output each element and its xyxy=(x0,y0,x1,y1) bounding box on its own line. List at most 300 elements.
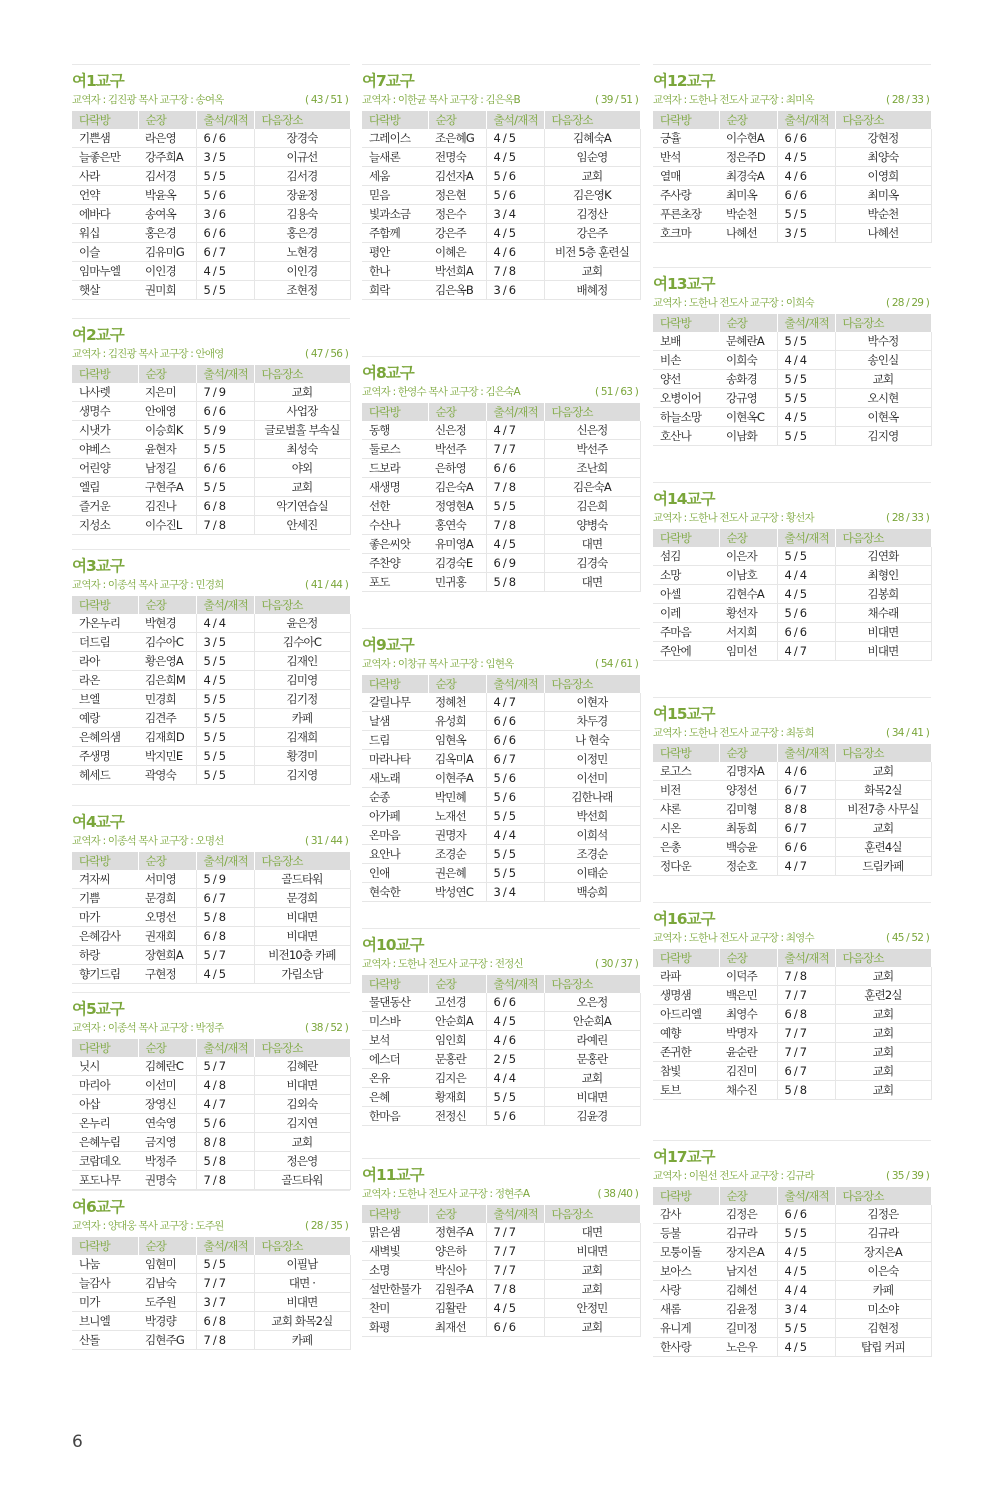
leader-cell: 정은현 xyxy=(428,186,486,205)
column-header: 출석/재적 xyxy=(196,1237,254,1255)
leader-cell: 민귀홍 xyxy=(428,573,486,592)
district-meta xyxy=(72,833,350,849)
column-header: 다락방 xyxy=(653,744,719,762)
table-header-row xyxy=(72,1039,350,1057)
group-name-cell: 생명샘 xyxy=(653,986,719,1005)
group-name-cell: 엘림 xyxy=(72,478,138,497)
leader-cell: 김은옥B xyxy=(428,281,486,300)
attendance-cell: 7 / 7 xyxy=(777,1024,835,1043)
next-place-cell: 카페 xyxy=(254,709,350,728)
leader-cell: 황은영A xyxy=(138,652,196,671)
leader-cell: 정영현A xyxy=(428,497,486,516)
table-row xyxy=(72,224,350,243)
leader-cell: 장현희A xyxy=(138,946,196,965)
district-table xyxy=(653,1187,932,1357)
attendance-cell: 3 / 4 xyxy=(486,205,544,224)
next-place-cell: 교회 xyxy=(835,1062,931,1081)
table-row xyxy=(362,845,640,864)
leader-cell: 이덕주 xyxy=(719,967,777,986)
district-meta xyxy=(362,92,640,108)
district-table xyxy=(362,975,641,1126)
next-place-cell: 교회 xyxy=(835,1024,931,1043)
table-row xyxy=(72,1274,350,1293)
attendance-cell: 4 / 5 xyxy=(777,1338,835,1357)
leader-cell: 최동희 xyxy=(719,819,777,838)
group-name-cell: 닛시 xyxy=(72,1057,138,1076)
table-header-row xyxy=(362,675,640,693)
attendance-cell: 6 / 6 xyxy=(486,993,544,1012)
group-name-cell: 예랑 xyxy=(72,709,138,728)
table-row xyxy=(72,383,350,402)
next-place-cell: 미소야 xyxy=(835,1300,931,1319)
district-title: 여13교구 xyxy=(653,275,715,293)
attendance-cell: 7 / 7 xyxy=(486,440,544,459)
attendance-cell: 4 / 4 xyxy=(486,826,544,845)
district-block xyxy=(653,902,931,1100)
next-place-cell: 안정민 xyxy=(544,1299,640,1318)
attendance-cell: 4 / 7 xyxy=(486,421,544,440)
district-table xyxy=(362,675,641,902)
district-block xyxy=(653,267,931,446)
attendance-cell: 7 / 8 xyxy=(486,516,544,535)
next-place-cell: 박선주 xyxy=(544,440,640,459)
leader-cell: 이혜은 xyxy=(428,243,486,262)
leader-cell: 박명자 xyxy=(719,1024,777,1043)
next-place-cell: 김수아C xyxy=(254,633,350,652)
next-place-cell: 사업장 xyxy=(254,402,350,421)
next-place-cell: 카페 xyxy=(254,1331,350,1350)
group-name-cell: 존귀한 xyxy=(653,1043,719,1062)
attendance-cell: 5 / 6 xyxy=(486,1107,544,1126)
next-place-cell: 교회 xyxy=(835,1081,931,1100)
district-leaders: 교역자 : 이원선 전도사 교구장 : 김규라 xyxy=(653,1170,814,1182)
attendance-cell: 6 / 6 xyxy=(196,129,254,148)
column-header: 순장 xyxy=(138,365,196,383)
table-row xyxy=(653,838,931,857)
leader-cell: 박신아 xyxy=(428,1261,486,1280)
district-title: 여4교구 xyxy=(72,813,124,831)
district-leaders: 교역자 : 이창규 목사 교구장 : 임현옥 xyxy=(362,658,514,670)
group-name-cell: 날샘 xyxy=(362,712,428,731)
attendance-cell: 5 / 5 xyxy=(777,427,835,446)
leader-cell: 박경량 xyxy=(138,1312,196,1331)
column-header: 출석/재적 xyxy=(777,529,835,547)
leader-cell: 유성희 xyxy=(428,712,486,731)
attendance-cell: 7 / 7 xyxy=(777,986,835,1005)
table-row xyxy=(72,633,350,652)
group-name-cell: 보아스 xyxy=(653,1262,719,1281)
table-row xyxy=(362,205,640,224)
group-name-cell: 이슬 xyxy=(72,243,138,262)
column-header: 다락방 xyxy=(362,675,428,693)
leader-cell: 김경숙E xyxy=(428,554,486,573)
leader-cell: 김윤정 xyxy=(719,1300,777,1319)
attendance-cell: 6 / 6 xyxy=(196,402,254,421)
group-name-cell: 예향 xyxy=(653,1024,719,1043)
district-table xyxy=(72,1237,351,1350)
leader-cell: 고선경 xyxy=(428,993,486,1012)
column-header: 순장 xyxy=(428,975,486,993)
leader-cell: 김미형 xyxy=(719,800,777,819)
next-place-cell: 김외숙 xyxy=(254,1095,350,1114)
next-place-cell: 임순영 xyxy=(544,148,640,167)
next-place-cell: 김미영 xyxy=(254,671,350,690)
next-place-cell: 교회 xyxy=(544,167,640,186)
next-place-cell: 박순천 xyxy=(835,205,931,224)
leader-cell: 길미정 xyxy=(719,1319,777,1338)
attendance-cell: 7 / 7 xyxy=(777,1043,835,1062)
district-attendance-count: ( 38 / 52 ) xyxy=(304,1022,348,1034)
leader-cell: 정혜천 xyxy=(428,693,486,712)
next-place-cell: 이희석 xyxy=(544,826,640,845)
next-place-cell: 이현자 xyxy=(544,693,640,712)
column-header: 다음장소 xyxy=(254,852,350,870)
attendance-cell: 4 / 4 xyxy=(777,566,835,585)
next-place-cell: 윤은정 xyxy=(254,614,350,633)
attendance-cell: 7 / 8 xyxy=(196,516,254,535)
next-place-cell: 비대면 xyxy=(835,623,931,642)
attendance-cell: 6 / 6 xyxy=(486,731,544,750)
leader-cell: 김유미G xyxy=(138,243,196,262)
district-block xyxy=(362,1158,640,1337)
leader-cell: 홍연숙 xyxy=(428,516,486,535)
next-place-cell: 황경미 xyxy=(254,747,350,766)
table-row xyxy=(362,554,640,573)
next-place-cell: 비대면 xyxy=(254,908,350,927)
district-title: 여7교구 xyxy=(362,72,414,90)
group-name-cell: 사라 xyxy=(72,167,138,186)
district-meta xyxy=(72,577,350,593)
leader-cell: 금지영 xyxy=(138,1133,196,1152)
district-leaders: 교역자 : 이종석 목사 교구장 : 오명선 xyxy=(72,835,224,847)
table-header-row xyxy=(653,744,931,762)
leader-cell: 서지희 xyxy=(719,623,777,642)
district-table xyxy=(362,403,641,592)
group-name-cell: 기쁜샘 xyxy=(72,129,138,148)
leader-cell: 나혜선 xyxy=(719,224,777,243)
next-place-cell: 대면 xyxy=(544,535,640,554)
leader-cell: 남지선 xyxy=(719,1262,777,1281)
district-attendance-count: ( 41 / 44 ) xyxy=(304,579,348,591)
next-place-cell: 이인경 xyxy=(254,262,350,281)
attendance-cell: 5 / 6 xyxy=(196,1114,254,1133)
group-name-cell: 온누리 xyxy=(72,1114,138,1133)
leader-cell: 양정선 xyxy=(719,781,777,800)
table-row xyxy=(72,281,350,300)
table-row xyxy=(362,535,640,554)
leader-cell: 박지민E xyxy=(138,747,196,766)
leader-cell: 김혜선 xyxy=(719,1281,777,1300)
leader-cell: 박현경 xyxy=(138,614,196,633)
group-name-cell: 수산나 xyxy=(362,516,428,535)
leader-cell: 김수아C xyxy=(138,633,196,652)
leader-cell: 장영신 xyxy=(138,1095,196,1114)
table-row xyxy=(72,1076,350,1095)
table-row xyxy=(653,1338,931,1357)
leader-cell: 김활란 xyxy=(428,1299,486,1318)
table-row xyxy=(72,421,350,440)
district-attendance-count: ( 43 / 51 ) xyxy=(304,94,348,106)
district-attendance-count: ( 54 / 61 ) xyxy=(594,658,638,670)
table-row xyxy=(72,1057,350,1076)
table-row xyxy=(653,332,931,351)
next-place-cell: 최미옥 xyxy=(835,186,931,205)
column-header: 순장 xyxy=(138,1237,196,1255)
attendance-cell: 4 / 5 xyxy=(777,148,835,167)
attendance-cell: 6 / 6 xyxy=(486,1318,544,1337)
table-row xyxy=(362,459,640,478)
group-name-cell: 토브 xyxy=(653,1081,719,1100)
group-name-cell: 온마음 xyxy=(362,826,428,845)
leader-cell: 김견주 xyxy=(138,709,196,728)
next-place-cell: 훈련4실 xyxy=(835,838,931,857)
group-name-cell: 시냇가 xyxy=(72,421,138,440)
district-title: 여17교구 xyxy=(653,1148,715,1166)
next-place-cell: 노현경 xyxy=(254,243,350,262)
table-row xyxy=(653,585,931,604)
next-place-cell: 김재인 xyxy=(254,652,350,671)
next-place-cell: 이규선 xyxy=(254,148,350,167)
table-row xyxy=(362,1069,640,1088)
attendance-cell: 3 / 5 xyxy=(196,633,254,652)
next-place-cell: 화목2실 xyxy=(835,781,931,800)
attendance-cell: 4 / 5 xyxy=(486,535,544,554)
attendance-cell: 6 / 6 xyxy=(777,186,835,205)
next-place-cell: 채수래 xyxy=(835,604,931,623)
attendance-cell: 5 / 5 xyxy=(777,389,835,408)
district-attendance-count: ( 47 / 56 ) xyxy=(304,348,348,360)
attendance-cell: 4 / 8 xyxy=(196,1076,254,1095)
district-title: 여8교구 xyxy=(362,364,414,382)
group-name-cell: 세움 xyxy=(362,167,428,186)
next-place-cell: 김정은 xyxy=(835,1205,931,1224)
leader-cell: 유미영A xyxy=(428,535,486,554)
table-header-row xyxy=(653,1187,931,1205)
table-row xyxy=(72,889,350,908)
column-header: 순장 xyxy=(428,675,486,693)
next-place-cell: 김봉희 xyxy=(835,585,931,604)
district-title: 여14교구 xyxy=(653,490,715,508)
next-place-cell: 박수정 xyxy=(835,332,931,351)
district-attendance-count: ( 45 / 52 ) xyxy=(885,932,929,944)
leader-cell: 권명자 xyxy=(428,826,486,845)
attendance-cell: 5 / 7 xyxy=(196,1057,254,1076)
next-place-cell: 강현정 xyxy=(835,129,931,148)
table-row xyxy=(362,1031,640,1050)
district-leaders: 교역자 : 도한나 전도사 교구장 : 최동희 xyxy=(653,727,814,739)
table-row xyxy=(72,186,350,205)
group-name-cell: 맑은샘 xyxy=(362,1223,428,1242)
column-header: 순장 xyxy=(719,949,777,967)
column-header: 다락방 xyxy=(653,1187,719,1205)
leader-cell: 임인희 xyxy=(428,1031,486,1050)
group-name-cell: 빛과소금 xyxy=(362,205,428,224)
group-name-cell: 긍휼 xyxy=(653,129,719,148)
attendance-cell: 6 / 8 xyxy=(196,497,254,516)
column-header: 다음장소 xyxy=(254,1039,350,1057)
table-row xyxy=(653,762,931,781)
table-row xyxy=(653,1062,931,1081)
group-name-cell: 은혜 xyxy=(362,1088,428,1107)
table-row xyxy=(653,389,931,408)
leader-cell: 임현옥 xyxy=(428,731,486,750)
group-name-cell: 마라나타 xyxy=(362,750,428,769)
district-title: 여2교구 xyxy=(72,326,124,344)
table-row xyxy=(653,224,931,243)
column-header: 다음장소 xyxy=(835,949,931,967)
attendance-cell: 4 / 6 xyxy=(777,762,835,781)
district-meta xyxy=(72,346,350,362)
next-place-cell: 대면 · xyxy=(254,1274,350,1293)
group-name-cell: 좋은씨앗 xyxy=(362,535,428,554)
table-row xyxy=(653,370,931,389)
group-name-cell: 브니엘 xyxy=(72,1312,138,1331)
leader-cell: 김옥미A xyxy=(428,750,486,769)
table-row xyxy=(72,1171,350,1190)
next-place-cell: 장윤정 xyxy=(254,186,350,205)
next-place-cell: 드림카페 xyxy=(835,857,931,876)
next-place-cell: 교회 xyxy=(544,1261,640,1280)
leader-cell: 강주희A xyxy=(138,148,196,167)
next-place-cell: 송인실 xyxy=(835,351,931,370)
next-place-cell: 이정민 xyxy=(544,750,640,769)
next-place-cell: 나 현숙 xyxy=(544,731,640,750)
district-leaders: 교역자 : 도한나 전도사 교구장 : 최영수 xyxy=(653,932,814,944)
attendance-cell: 4 / 4 xyxy=(486,1069,544,1088)
table-row xyxy=(72,497,350,516)
table-row xyxy=(653,819,931,838)
attendance-cell: 6 / 6 xyxy=(777,838,835,857)
attendance-cell: 4 / 5 xyxy=(777,1262,835,1281)
group-name-cell: 설만한물가 xyxy=(362,1280,428,1299)
district-leaders: 교역자 : 도한나 전도사 교구장 : 황선자 xyxy=(653,512,814,524)
table-row xyxy=(362,788,640,807)
group-name-cell: 믿음 xyxy=(362,186,428,205)
group-name-cell: 새벽빛 xyxy=(362,1242,428,1261)
attendance-cell: 5 / 5 xyxy=(196,440,254,459)
table-row xyxy=(653,167,931,186)
table-row xyxy=(653,186,931,205)
table-row xyxy=(653,1243,931,1262)
leader-cell: 박선희A xyxy=(428,262,486,281)
column-header: 다음장소 xyxy=(835,314,931,332)
attendance-cell: 5 / 6 xyxy=(486,167,544,186)
district-block xyxy=(362,628,640,902)
district-meta xyxy=(362,1186,640,1202)
leader-cell: 김선자A xyxy=(428,167,486,186)
table-row xyxy=(362,712,640,731)
table-row xyxy=(653,129,931,148)
next-place-cell: 골드타워 xyxy=(254,870,350,889)
attendance-cell: 5 / 8 xyxy=(486,573,544,592)
column-header: 출석/재적 xyxy=(486,111,544,129)
next-place-cell: 김윤경 xyxy=(544,1107,640,1126)
table-row xyxy=(362,1088,640,1107)
group-name-cell: 주찬양 xyxy=(362,554,428,573)
next-place-cell: 차두경 xyxy=(544,712,640,731)
district-leaders: 교역자 : 도한나 전도사 교구장 : 정현주A xyxy=(362,1188,530,1200)
district-table xyxy=(362,111,641,300)
leader-cell: 남정길 xyxy=(138,459,196,478)
group-name-cell: 오병이어 xyxy=(653,389,719,408)
district-meta xyxy=(362,656,640,672)
district-block xyxy=(72,1190,350,1350)
next-place-cell: 문경희 xyxy=(254,889,350,908)
next-place-cell: 교회 xyxy=(544,1318,640,1337)
table-row xyxy=(362,440,640,459)
district-block xyxy=(72,318,350,535)
group-name-cell: 호크마 xyxy=(653,224,719,243)
next-place-cell: 교회 xyxy=(544,1280,640,1299)
group-name-cell: 마가 xyxy=(72,908,138,927)
column-header: 다락방 xyxy=(72,365,138,383)
column-header: 다락방 xyxy=(72,1039,138,1057)
column-header: 다락방 xyxy=(72,596,138,614)
district-table xyxy=(653,111,932,243)
attendance-cell: 5 / 5 xyxy=(486,497,544,516)
attendance-cell: 4 / 5 xyxy=(486,1299,544,1318)
next-place-cell: 김연화 xyxy=(835,547,931,566)
attendance-cell: 3 / 5 xyxy=(196,148,254,167)
table-row xyxy=(362,516,640,535)
attendance-cell: 5 / 5 xyxy=(777,205,835,224)
group-name-cell: 현숙한 xyxy=(362,883,428,902)
column-header: 출석/재적 xyxy=(486,1205,544,1223)
leader-cell: 전정신 xyxy=(428,1107,486,1126)
table-row xyxy=(72,652,350,671)
leader-cell: 정순호 xyxy=(719,857,777,876)
district-leaders: 교역자 : 김진광 목사 교구장 : 송여옥 xyxy=(72,94,224,106)
next-place-cell: 강은주 xyxy=(544,224,640,243)
table-row xyxy=(653,1005,931,1024)
table-row xyxy=(653,1262,931,1281)
table-row xyxy=(362,224,640,243)
leader-cell: 최미옥 xyxy=(719,186,777,205)
group-name-cell: 새노래 xyxy=(362,769,428,788)
group-name-cell: 선한 xyxy=(362,497,428,516)
column-header: 다음장소 xyxy=(254,1237,350,1255)
group-name-cell: 아드리엘 xyxy=(653,1005,719,1024)
leader-cell: 문홍란 xyxy=(428,1050,486,1069)
next-place-cell: 나혜선 xyxy=(835,224,931,243)
leader-cell: 이은자 xyxy=(719,547,777,566)
leader-cell: 김원주A xyxy=(428,1280,486,1299)
leader-cell: 정은수 xyxy=(428,205,486,224)
leader-cell: 권미희 xyxy=(138,281,196,300)
next-place-cell: 조경순 xyxy=(544,845,640,864)
attendance-cell: 5 / 5 xyxy=(777,1319,835,1338)
table-row xyxy=(72,148,350,167)
attendance-cell: 6 / 7 xyxy=(486,750,544,769)
district-meta xyxy=(653,1168,931,1184)
district-meta xyxy=(72,1218,350,1234)
group-name-cell: 이레 xyxy=(653,604,719,623)
leader-cell: 이수진L xyxy=(138,516,196,535)
attendance-cell: 4 / 5 xyxy=(486,148,544,167)
column-header: 순장 xyxy=(428,403,486,421)
table-row xyxy=(653,642,931,661)
leader-cell: 김진미 xyxy=(719,1062,777,1081)
group-name-cell: 라파 xyxy=(653,967,719,986)
district-table xyxy=(362,1205,641,1337)
leader-cell: 연숙영 xyxy=(138,1114,196,1133)
table-row xyxy=(72,1114,350,1133)
table-row xyxy=(72,478,350,497)
district-title: 여12교구 xyxy=(653,72,715,90)
attendance-cell: 7 / 8 xyxy=(196,1171,254,1190)
table-row xyxy=(72,1255,350,1274)
attendance-cell: 4 / 4 xyxy=(777,351,835,370)
